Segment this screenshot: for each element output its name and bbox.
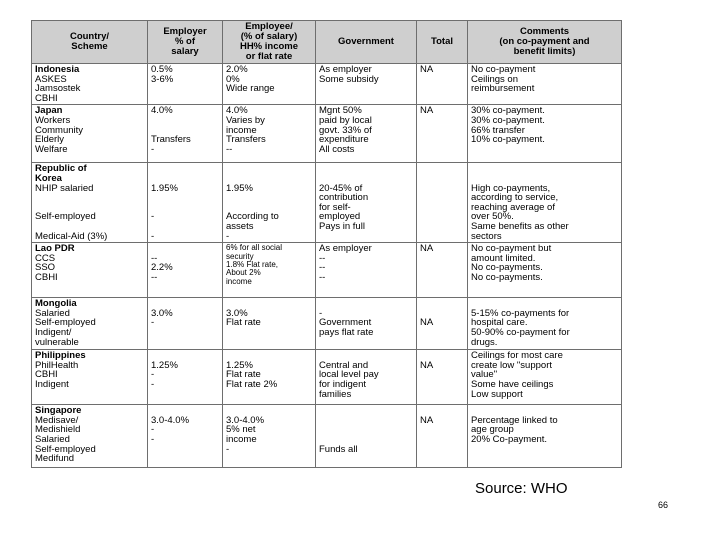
header-line: % of xyxy=(174,36,196,47)
cell-line xyxy=(151,244,219,254)
cell-country-scheme xyxy=(32,243,148,298)
source-caption: Source: WHO xyxy=(475,480,568,497)
cell-total xyxy=(417,350,468,405)
header-line: Country/ xyxy=(69,31,110,42)
cell-line: income xyxy=(226,124,257,136)
cell-country-scheme xyxy=(32,350,148,405)
cell-line: Workers xyxy=(35,114,71,126)
cell-comments xyxy=(468,64,622,105)
cell-line: - xyxy=(151,378,155,390)
cell-line: age group xyxy=(471,424,514,436)
header-line: benefit limits) xyxy=(513,46,576,57)
cell-comments xyxy=(468,243,622,298)
cell-total xyxy=(417,243,468,298)
header-employer xyxy=(148,21,223,64)
cell-line: NHIP salaried xyxy=(35,182,94,194)
cell-government xyxy=(316,298,417,350)
cell-line: Self-employed xyxy=(35,317,96,329)
cell-line: 3.0% xyxy=(151,307,173,319)
cell-line: 20-45% of xyxy=(319,182,363,194)
table-row xyxy=(32,105,622,163)
cell-line: 4.0% xyxy=(226,105,248,117)
cell-line: for indigent xyxy=(319,378,367,390)
cell-employer xyxy=(148,64,223,105)
cell-line: NA xyxy=(420,64,434,75)
cell-employee xyxy=(223,298,316,350)
cell-line: NA xyxy=(420,317,434,329)
cell-line: Mgnt 50% xyxy=(319,105,362,117)
cell-line: PhilHealth xyxy=(35,359,79,371)
cell-line: CCS xyxy=(35,252,56,264)
table-row xyxy=(32,298,622,350)
cell-line: 0.5% xyxy=(151,64,173,75)
header-line: HH% income xyxy=(239,41,299,52)
cell-line: assets xyxy=(226,220,254,232)
cell-line: amount limited. xyxy=(471,252,536,264)
header-comments xyxy=(468,21,622,64)
cell-line: Indonesia xyxy=(35,64,80,75)
cell-line: Indigent xyxy=(35,378,69,390)
cell-line: vulnerable xyxy=(35,336,79,348)
cell-line xyxy=(319,164,413,174)
cell-line: security xyxy=(226,251,254,261)
cell-line: NA xyxy=(420,414,434,426)
cell-line: Republic of xyxy=(35,163,87,175)
cell-line: No co-payment but xyxy=(471,243,552,255)
cell-employee xyxy=(223,105,316,163)
cell-comments xyxy=(468,163,622,243)
cell-line: - xyxy=(226,230,230,242)
table-row xyxy=(32,243,622,298)
cell-line: Lao PDR xyxy=(35,243,75,255)
cell-line: Welfare xyxy=(35,143,68,155)
cell-line: - xyxy=(151,424,155,436)
cell-line: Medisave/ xyxy=(35,414,79,426)
cell-line: - xyxy=(319,307,323,319)
cell-line: families xyxy=(319,388,352,400)
header-line: Comments xyxy=(519,26,570,37)
cell-employer xyxy=(148,105,223,163)
cell-line: 5% net xyxy=(226,424,256,436)
cell-line: 2.0% xyxy=(226,64,248,75)
cell-employee xyxy=(223,243,316,298)
cell-line: contribution xyxy=(319,192,369,204)
cell-line: Funds all xyxy=(319,443,358,455)
header-line: Total xyxy=(431,36,453,47)
cell-employee xyxy=(223,64,316,105)
cell-employee xyxy=(223,405,316,468)
health-financing-table xyxy=(31,20,622,468)
cell-line: Self-employed xyxy=(35,443,96,455)
cell-line: - xyxy=(151,369,155,381)
cell-line: Elderly xyxy=(35,134,65,146)
cell-line: All costs xyxy=(319,143,355,155)
cell-line: sectors xyxy=(471,230,502,242)
cell-line: -- xyxy=(151,252,158,264)
cell-line: 3.0% xyxy=(226,307,248,319)
cell-line: Indigent/ xyxy=(35,326,72,338)
cell-line xyxy=(319,416,413,426)
cell-line: Some have ceilings xyxy=(471,378,554,390)
cell-line xyxy=(319,425,413,435)
cell-country-scheme xyxy=(32,405,148,468)
cell-line: Singapore xyxy=(35,405,82,417)
cell-line xyxy=(226,164,312,174)
cell-line: Ceilings on xyxy=(471,73,518,85)
header-line: Employer xyxy=(163,26,207,37)
cell-government xyxy=(316,243,417,298)
cell-line: SSO xyxy=(35,262,56,274)
cell-line: hospital care. xyxy=(471,317,528,329)
cell-line: Central and xyxy=(319,359,369,371)
cell-comments xyxy=(468,405,622,468)
cell-line xyxy=(319,406,413,416)
cell-country-scheme xyxy=(32,105,148,163)
cell-line: 1.95% xyxy=(226,182,253,194)
cell-line: over 50%. xyxy=(471,211,514,223)
cell-line xyxy=(151,222,219,232)
cell-line: 5-15% co-payments for xyxy=(471,307,570,319)
cell-employer xyxy=(148,350,223,405)
cell-line xyxy=(151,164,219,174)
cell-comments xyxy=(468,105,622,163)
cell-line: Ceilings for most care xyxy=(471,350,563,362)
cell-line: 1.95% xyxy=(151,182,178,194)
cell-employer xyxy=(148,405,223,468)
cell-line: Some subsidy xyxy=(319,73,379,85)
cell-line: Government xyxy=(319,317,372,329)
header-line: Government xyxy=(338,36,394,47)
cell-line: Self-employed xyxy=(35,211,96,223)
header-line: (% of salary) xyxy=(240,31,298,42)
header-government xyxy=(316,21,417,64)
cell-line: Medical-Aid (3%) xyxy=(35,230,108,242)
cell-line: value" xyxy=(471,369,498,381)
cell-line xyxy=(151,116,219,126)
cell-line: NA xyxy=(420,105,434,117)
table-row xyxy=(32,64,622,105)
cell-line: income xyxy=(226,433,257,445)
cell-line: reimbursement xyxy=(471,83,535,95)
cell-line xyxy=(151,193,219,203)
cell-line: Varies by xyxy=(226,114,265,126)
cell-line xyxy=(35,193,144,203)
cell-line: 30% co-payment. xyxy=(471,105,545,117)
cell-line: - xyxy=(151,433,155,445)
cell-line: No co-payments. xyxy=(471,271,543,283)
cell-line: 4.0% xyxy=(151,105,173,117)
cell-line: -- xyxy=(151,271,158,283)
cell-line xyxy=(151,203,219,213)
cell-line: CBHI xyxy=(35,271,58,283)
cell-line: No co-payment xyxy=(471,64,536,75)
cell-line: CBHI xyxy=(35,92,58,104)
cell-line: Wide range xyxy=(226,83,275,95)
header-country-scheme xyxy=(32,21,148,64)
cell-line: Community xyxy=(35,124,84,136)
cell-line: 10% co-payment. xyxy=(471,134,545,146)
cell-line: Medifund xyxy=(35,453,75,465)
cell-government xyxy=(316,163,417,243)
cell-line: 1.25% xyxy=(226,359,253,371)
cell-line: -- xyxy=(226,143,233,155)
table-header-row xyxy=(32,21,622,64)
cell-total xyxy=(417,64,468,105)
cell-line: - xyxy=(151,230,155,242)
cell-line: Low support xyxy=(471,388,523,400)
cell-line: 1.25% xyxy=(151,359,178,371)
cell-employee xyxy=(223,163,316,243)
header-line: or flat rate xyxy=(245,51,293,62)
cell-line: reaching average of xyxy=(471,201,555,213)
header-line: Scheme xyxy=(71,41,108,52)
cell-line: Philippines xyxy=(35,350,86,362)
cell-line: - xyxy=(226,443,230,455)
cell-country-scheme xyxy=(32,64,148,105)
cell-line: 20% Co-payment. xyxy=(471,433,548,445)
cell-comments xyxy=(468,298,622,350)
cell-employer xyxy=(148,163,223,243)
page-number: 66 xyxy=(658,500,669,510)
cell-line: 0% xyxy=(226,73,240,85)
cell-line: 3.0-4.0% xyxy=(151,414,190,426)
cell-line: 3-6% xyxy=(151,73,174,85)
cell-line: NA xyxy=(420,359,434,371)
cell-line: Transfers xyxy=(151,134,191,146)
cell-line: According to xyxy=(226,211,279,223)
cell-line: Pays in full xyxy=(319,220,365,232)
cell-line: according to service, xyxy=(471,192,559,204)
cell-line: -- xyxy=(319,262,326,274)
header-employee xyxy=(223,21,316,64)
cell-line: income xyxy=(226,276,252,286)
cell-line: 3.0-4.0% xyxy=(226,414,265,426)
cell-line: paid by local xyxy=(319,114,372,126)
cell-government xyxy=(316,105,417,163)
cell-employer xyxy=(148,243,223,298)
cell-employer xyxy=(148,298,223,350)
cell-line: pays flat rate xyxy=(319,326,374,338)
cell-line: Flat rate xyxy=(226,369,261,381)
cell-line: local level pay xyxy=(319,369,379,381)
cell-line: Medishield xyxy=(35,424,81,436)
cell-line: ASKES xyxy=(35,73,67,85)
cell-line: 2.2% xyxy=(151,262,173,274)
cell-line: Salaried xyxy=(35,433,70,445)
cell-line: create low "support xyxy=(471,359,552,371)
table-row xyxy=(32,350,622,405)
cell-line: Percentage linked to xyxy=(471,414,558,426)
cell-line: As employer xyxy=(319,243,372,255)
cell-government xyxy=(316,64,417,105)
table-row xyxy=(32,405,622,468)
header-total xyxy=(417,21,468,64)
header-line: Employee/ xyxy=(245,21,293,32)
header-line: salary xyxy=(171,46,199,57)
cell-employee xyxy=(223,350,316,405)
cell-government xyxy=(316,350,417,405)
cell-line: - xyxy=(151,317,155,329)
cell-comments xyxy=(468,350,622,405)
cell-line: 6% for all social xyxy=(226,243,283,253)
cell-total xyxy=(417,298,468,350)
cell-line: 1.8% Flat rate, xyxy=(226,259,279,269)
cell-line: Japan xyxy=(35,105,63,117)
cell-line: As employer xyxy=(319,64,372,75)
cell-line: Same benefits as other xyxy=(471,220,569,232)
cell-line: drugs. xyxy=(471,336,498,348)
cell-line xyxy=(471,164,618,174)
cell-line: - xyxy=(151,143,155,155)
table-body xyxy=(32,64,622,468)
cell-line xyxy=(226,193,312,203)
cell-line: -- xyxy=(319,252,326,264)
cell-line xyxy=(319,299,413,309)
cell-line: -- xyxy=(319,271,326,283)
cell-line: NA xyxy=(420,243,434,255)
cell-line: 66% transfer xyxy=(471,124,525,136)
cell-line: 50-90% co-payment for xyxy=(471,326,570,338)
cell-line: High co-payments, xyxy=(471,182,551,194)
cell-line: Korea xyxy=(35,172,62,184)
cell-line: employed xyxy=(319,211,361,223)
table-row xyxy=(32,163,622,243)
cell-total xyxy=(417,163,468,243)
cell-line: Flat rate 2% xyxy=(226,378,278,390)
cell-line: 30% co-payment. xyxy=(471,114,545,126)
cell-line: for self- xyxy=(319,201,351,213)
cell-line xyxy=(420,299,464,309)
cell-line: Salaried xyxy=(35,307,70,319)
cell-line: - xyxy=(151,211,155,223)
cell-line: Transfers xyxy=(226,134,266,146)
cell-total xyxy=(417,105,468,163)
cell-line: expenditure xyxy=(319,134,369,146)
cell-line: Flat rate xyxy=(226,317,261,329)
header-line: (on co-payment and xyxy=(499,36,590,47)
cell-line: govt. 33% of xyxy=(319,124,372,136)
cell-line: CBHI xyxy=(35,369,58,381)
cell-line xyxy=(420,164,464,174)
cell-total xyxy=(417,405,468,468)
cell-line: No co-payments. xyxy=(471,262,543,274)
cell-country-scheme xyxy=(32,298,148,350)
cell-country-scheme xyxy=(32,163,148,243)
cell-line: Jamsostek xyxy=(35,83,81,95)
cell-line: Mongolia xyxy=(35,298,77,310)
cell-government xyxy=(316,405,417,468)
cell-line: About 2% xyxy=(226,268,261,278)
